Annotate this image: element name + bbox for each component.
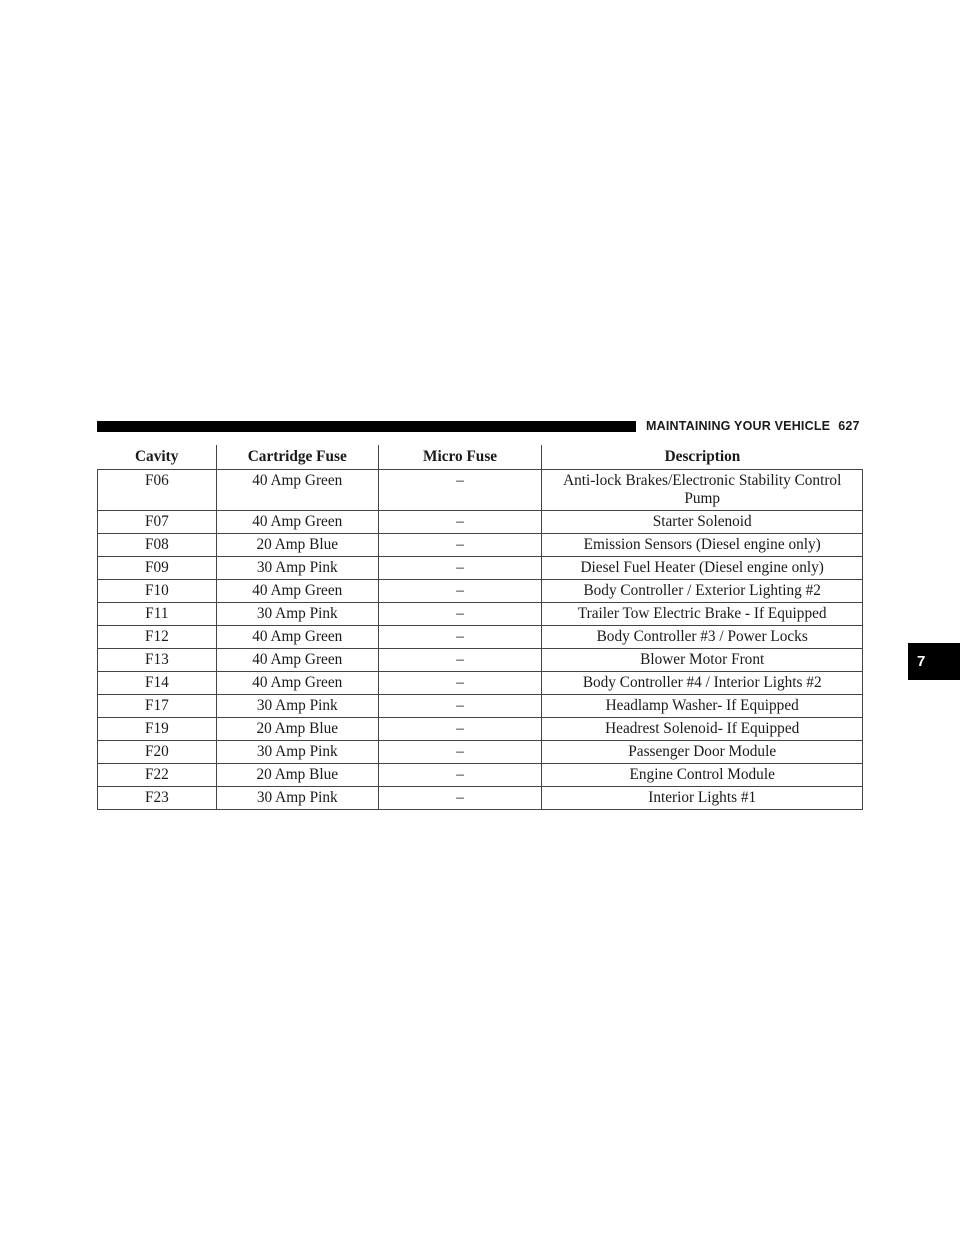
table-row [98, 626, 863, 649]
cell-cavity: F11 [98, 603, 217, 626]
cell-description: Trailer Tow Electric Brake - If Equipped [542, 603, 863, 626]
cell-micro-fuse: – [378, 557, 542, 580]
page-number: 627 [838, 419, 860, 433]
cell-cavity: F19 [98, 718, 217, 741]
cell-description: Interior Lights #1 [542, 787, 863, 810]
table-row [98, 603, 863, 626]
cell-micro-fuse: – [378, 741, 542, 764]
cell-description: Anti-lock Brakes/Electronic Stability Control Pump [542, 470, 863, 511]
cell-description: Engine Control Module [542, 764, 863, 787]
running-header [646, 418, 860, 434]
cell-cartridge-fuse: 20 Amp Blue [216, 764, 378, 787]
cell-description: Emission Sensors (Diesel engine only) [542, 534, 863, 557]
cell-cartridge-fuse: 40 Amp Green [216, 649, 378, 672]
cell-cartridge-fuse: 30 Amp Pink [216, 741, 378, 764]
cell-cartridge-fuse: 40 Amp Green [216, 511, 378, 534]
column-header-cartridge-fuse: Cartridge Fuse [216, 445, 378, 470]
table-row [98, 534, 863, 557]
cell-description: Headrest Solenoid- If Equipped [542, 718, 863, 741]
cell-micro-fuse: – [378, 534, 542, 557]
cell-cavity: F12 [98, 626, 217, 649]
section-title: MAINTAINING YOUR VEHICLE [646, 419, 831, 433]
cell-cavity: F20 [98, 741, 217, 764]
column-header-cavity: Cavity [98, 445, 217, 470]
cell-cartridge-fuse: 40 Amp Green [216, 580, 378, 603]
table-row [98, 557, 863, 580]
cell-micro-fuse: – [378, 626, 542, 649]
cell-micro-fuse: – [378, 718, 542, 741]
cell-cartridge-fuse: 30 Amp Pink [216, 695, 378, 718]
cell-micro-fuse: – [378, 672, 542, 695]
cell-cavity: F10 [98, 580, 217, 603]
cell-micro-fuse: – [378, 580, 542, 603]
column-header-description: Description [542, 445, 863, 470]
cell-micro-fuse: – [378, 695, 542, 718]
cell-cartridge-fuse: 20 Amp Blue [216, 718, 378, 741]
table-header-row [98, 445, 863, 470]
table-row [98, 764, 863, 787]
fuse-table [97, 445, 863, 810]
cell-description: Blower Motor Front [542, 649, 863, 672]
cell-micro-fuse: – [378, 603, 542, 626]
cell-micro-fuse: – [378, 649, 542, 672]
cell-cartridge-fuse: 30 Amp Pink [216, 787, 378, 810]
cell-cavity: F08 [98, 534, 217, 557]
cell-cavity: F17 [98, 695, 217, 718]
cell-cavity: F09 [98, 557, 217, 580]
table-body [98, 470, 863, 810]
table-row [98, 580, 863, 603]
cell-cavity: F13 [98, 649, 217, 672]
cell-description: Body Controller #3 / Power Locks [542, 626, 863, 649]
cell-description: Headlamp Washer- If Equipped [542, 695, 863, 718]
cell-cavity: F14 [98, 672, 217, 695]
table-row [98, 672, 863, 695]
cell-description: Diesel Fuel Heater (Diesel engine only) [542, 557, 863, 580]
table-row [98, 511, 863, 534]
cell-cavity: F23 [98, 787, 217, 810]
cell-cavity: F06 [98, 470, 217, 511]
cell-cartridge-fuse: 40 Amp Green [216, 672, 378, 695]
cell-description: Body Controller #4 / Interior Lights #2 [542, 672, 863, 695]
cell-micro-fuse: – [378, 787, 542, 810]
cell-cartridge-fuse: 30 Amp Pink [216, 603, 378, 626]
cell-cartridge-fuse: 40 Amp Green [216, 470, 378, 511]
cell-cartridge-fuse: 30 Amp Pink [216, 557, 378, 580]
table-row [98, 649, 863, 672]
table-row [98, 787, 863, 810]
column-header-micro-fuse: Micro Fuse [378, 445, 542, 470]
cell-description: Passenger Door Module [542, 741, 863, 764]
table-row [98, 718, 863, 741]
table-row [98, 470, 863, 511]
cell-micro-fuse: – [378, 511, 542, 534]
cell-description: Body Controller / Exterior Lighting #2 [542, 580, 863, 603]
chapter-tab: 7 [908, 643, 960, 680]
cell-micro-fuse: – [378, 764, 542, 787]
cell-micro-fuse: – [378, 470, 542, 511]
table-row [98, 741, 863, 764]
cell-cavity: F07 [98, 511, 217, 534]
header-rule [97, 421, 636, 432]
cell-description: Starter Solenoid [542, 511, 863, 534]
cell-cartridge-fuse: 40 Amp Green [216, 626, 378, 649]
cell-cavity: F22 [98, 764, 217, 787]
table-row [98, 695, 863, 718]
cell-cartridge-fuse: 20 Amp Blue [216, 534, 378, 557]
